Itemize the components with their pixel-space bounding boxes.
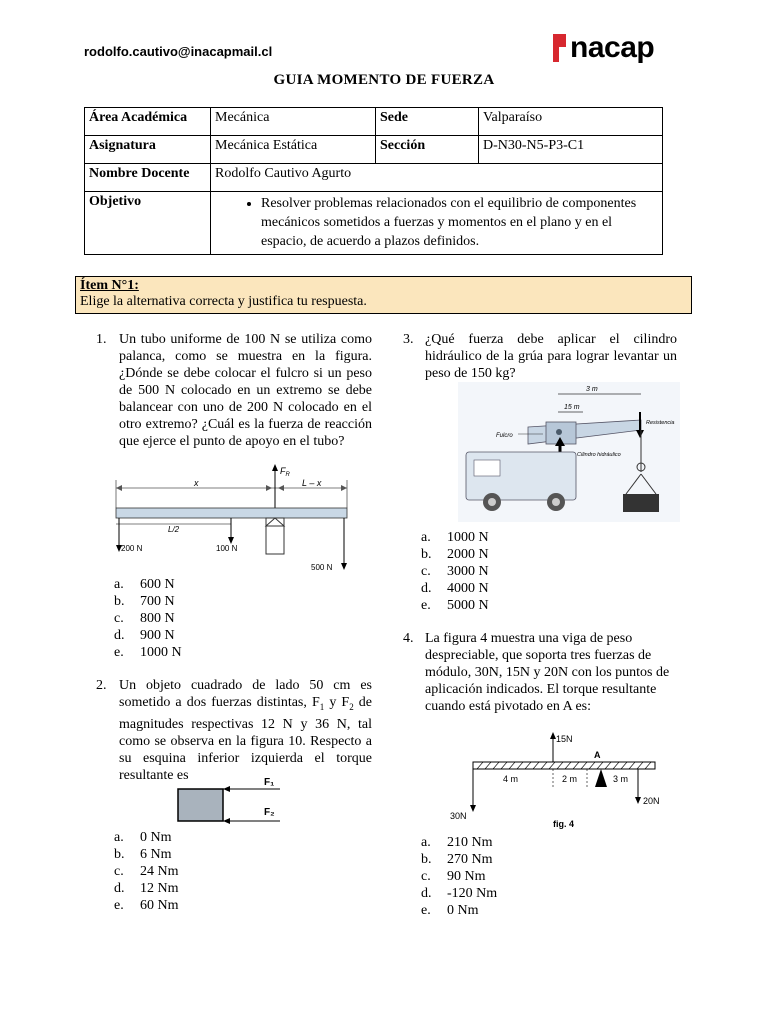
q2-options: [114, 829, 179, 914]
area-value: Mecánica: [211, 108, 376, 136]
q4-option-e[interactable]: e. 0 Nm: [421, 903, 479, 918]
q3-option-c[interactable]: c. 3000 N: [421, 564, 489, 579]
seccion-label: Sección: [376, 136, 479, 164]
pivot-a-label: A: [594, 750, 601, 760]
q2-option-d[interactable]: d. 12 Nm: [114, 881, 179, 896]
f2-arrow: [223, 818, 230, 824]
q1-option-e[interactable]: e. 1000 N: [114, 645, 182, 660]
q1-text: Un tubo uniforme de 100 N se utiliza como palanca, como se muestra en la figura. ¿Dónde se debe colocar el fulcro si un peso de 500 N colocado en un extremo se debe balancear con uno de 200 N colocado en el otro extremo? ¿Cuál es la fuerza de reacción que ejerce el punto de apoyo en el tubo?: [119, 332, 372, 449]
dim-3m: 3 m: [586, 386, 598, 393]
q1-option-b[interactable]: b. 700 N: [114, 594, 175, 609]
q4-options: [421, 834, 497, 919]
docente-label: Nombre Docente: [85, 164, 211, 192]
dim-15m: 15 m: [564, 404, 580, 411]
item-instruction: Elige la alternativa correcta y justifica tu respuesta.: [80, 294, 367, 309]
q1-option-c[interactable]: c. 800 N: [114, 611, 175, 626]
f1-arrow: [223, 786, 230, 792]
q4-number: 4.: [403, 631, 414, 646]
dim-lx-label: L – x: [302, 478, 322, 488]
f500-label: 500 N: [311, 563, 333, 572]
q2-square-figure: [170, 775, 290, 827]
inacap-logo: [553, 31, 655, 64]
q2-option-a[interactable]: a. 0 Nm: [114, 830, 172, 845]
logo-mark-icon: [553, 34, 569, 62]
resistencia-label: Resistencia: [646, 420, 675, 426]
f1-label: F₁: [264, 777, 275, 788]
asignatura-value: Mecánica Estática: [211, 136, 376, 164]
dim-4m: 4 m: [503, 774, 519, 784]
l2-label: L/2: [168, 525, 180, 534]
q2-option-b[interactable]: b. 6 Nm: [114, 847, 172, 862]
q1-lever-figure: [105, 462, 365, 578]
q3-option-e[interactable]: e. 5000 N: [421, 598, 489, 613]
q2-number: 2.: [96, 678, 107, 693]
q4-option-b[interactable]: b. 270 Nm: [421, 852, 493, 867]
tube-bar: [116, 508, 347, 518]
dim-3m: 3 m: [613, 774, 629, 784]
objetivo-value: • Resolver problemas relacionados con el equilibrio de componentes mecánicos sometidos a fuerzas y momentos en el plano y en el espacio, de acuerdo a plazos definidos.: [261, 194, 658, 251]
author-email: rodolfo.cautivo@inacapmail.cl: [84, 44, 273, 59]
q2-option-e[interactable]: e. 60 Nm: [114, 898, 179, 913]
f100-arrow: [228, 537, 234, 544]
f20-label: 20N: [643, 796, 660, 806]
f100-label: 100 N: [216, 544, 238, 553]
logo-text: nacap: [570, 31, 655, 64]
q4-text: La figura 4 muestra una viga de peso despreciable, que soporta tres fuerzas de módulo, 30N, 15N y 20N con los puntos de aplicación indicados. El torque resultante cuando está pivotado en A es:: [425, 631, 670, 714]
q1-option-a[interactable]: a. 600 N: [114, 577, 175, 592]
dim-2m: 2 m: [562, 774, 578, 784]
dim-x-label: x: [194, 478, 199, 488]
beam: [473, 762, 655, 769]
q3-option-a[interactable]: a. 1000 N: [421, 530, 489, 545]
f500-arrow: [341, 563, 347, 570]
info-table: [84, 107, 663, 255]
q1-option-d[interactable]: d. 900 N: [114, 628, 175, 643]
seccion-value: D-N30-N5-P3-C1: [479, 136, 663, 164]
q4-option-d[interactable]: d. -120 Nm: [421, 886, 498, 901]
f15-label: 15N: [556, 734, 573, 744]
q2-text: Un objeto cuadrado de lado 50 cm es sometido a dos fuerzas distintas, $F_1$ y $F_2$ de magnitudes respectivas 12 N y 36 N, tal como se observa en la figura 10. Respecto a su esquina inferior izquierda el torque resultante es: [119, 678, 372, 783]
docente-value: Rodolfo Cautivo Agurto: [211, 164, 663, 192]
sede-value: Valparaíso: [479, 108, 663, 136]
q3-option-b[interactable]: b. 2000 N: [421, 547, 489, 562]
square-object: [178, 789, 223, 821]
item-box: [75, 276, 692, 314]
sede-label: Sede: [376, 108, 479, 136]
q3-number: 3.: [403, 332, 414, 347]
q4-beam-figure: [445, 730, 675, 832]
q1-options: [114, 576, 182, 661]
load-box: [623, 494, 659, 512]
f30-arrow: [470, 805, 476, 812]
q4-option-a[interactable]: a. 210 Nm: [421, 835, 493, 850]
q3-crane-figure: [458, 382, 680, 522]
asignatura-label: Asignatura: [85, 136, 211, 164]
objetivo-cell: [211, 192, 663, 255]
f200-label: 200 N: [121, 544, 143, 553]
fig4-caption: fig. 4: [553, 819, 575, 829]
pivot-a: [595, 769, 607, 787]
f30-label: 30N: [450, 811, 467, 821]
q3-option-d[interactable]: d. 4000 N: [421, 581, 489, 596]
q1-number: 1.: [96, 332, 107, 347]
fulcro-label: Fulcro: [496, 433, 513, 439]
item-title: Ítem N°1:: [80, 278, 139, 293]
page-title: GUIA MOMENTO DE FUERZA: [273, 72, 495, 88]
f2-label: F₂: [264, 807, 275, 818]
q3-options: [421, 529, 489, 614]
area-label: Área Académica: [85, 108, 211, 136]
q4-option-c[interactable]: c. 90 Nm: [421, 869, 486, 884]
q3-text: ¿Qué fuerza debe aplicar el cilindro hidráulico de la grúa para lograr levantar un peso de 150 kg?: [425, 332, 677, 381]
cilindro-label: Cilindro hidráulico: [577, 452, 621, 458]
fr-label: $F_R$: [280, 466, 290, 478]
fr-arrow: [272, 464, 278, 471]
f20-arrow: [635, 797, 641, 804]
objetivo-label: Objetivo: [85, 192, 211, 255]
q2-option-c[interactable]: c. 24 Nm: [114, 864, 179, 879]
